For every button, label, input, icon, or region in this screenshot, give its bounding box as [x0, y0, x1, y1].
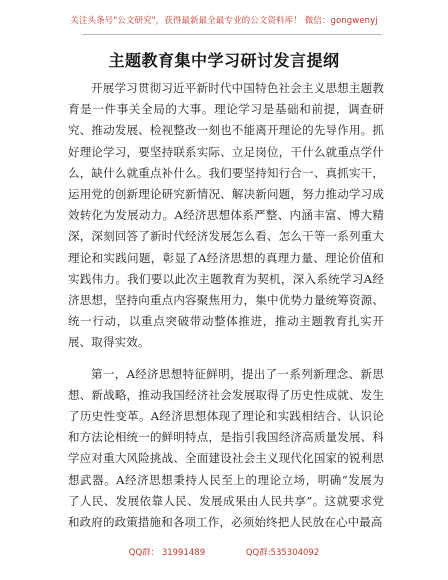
document-title: 主题教育集中学习研讨发言提纲: [108, 51, 340, 70]
header-divider: [82, 34, 382, 35]
footer-qq-group-2: QQ群:535304092: [245, 548, 320, 558]
body-paragraph: 开展学习贯彻习近平新时代中国特色社会主义思想主题教育是一件事关全局的大事。理论学习是基础和前提，调查研究、推动发展、检视整改一刻也不能离开理论的先导作用。抓好理论学习，要坚持联系实际、立足岗位，干什么就重点学什么，缺什么就重点补什么。我们要坚持知行合一、真抓实干，运用党的创新理论研究新情况、解决新问题，努力推动学习成效转化为发展动力。A经济思想体系严整、内涵丰富、博大精深，深刻回答了新时代经济发展怎么看、怎么干等一系列重大理论和实践问题，彰显了A经济思想的真理力量、理论价值和实践伟力。我们要以此次主题教育为契机，深入系统学习A经济思想，坚持向重点内容聚焦用力，集中优势力量统筹资源、统一行动，以重点突破带动整体推进，推动主题教育扎实开展、取得实效。: [68, 81, 384, 350]
body-paragraph: 第一，A经济思想特征鲜明，提出了一系列新理念、新思想、新战略，推动我国经济社会发展取得了历史性成就、发生了历史性变革。A经济思想体现了理论和实践相结合、认识论和方法论相统一的鲜明特点，是指引我国经济高质量发展、科学应对重大风险挑战、全面建设社会主义现代化国家的锐利思想武器。A经济思想秉持人民至上的理论立场，明确“发展为了人民、发展依靠人民、发展成果由人民共享”。这就要求党和政府的政策措施和各项工作，必须始终把人民放在心中最高: [68, 366, 384, 530]
document-body: [68, 78, 384, 533]
footer-contact: [0, 546, 448, 558]
header-banner: 关注头条号"公文研究"，获得最新最全最专业的公文资料库！ 微信：gongwenyj: [70, 16, 378, 26]
footer-qq-group-1: QQ群： 31991489: [128, 548, 206, 558]
